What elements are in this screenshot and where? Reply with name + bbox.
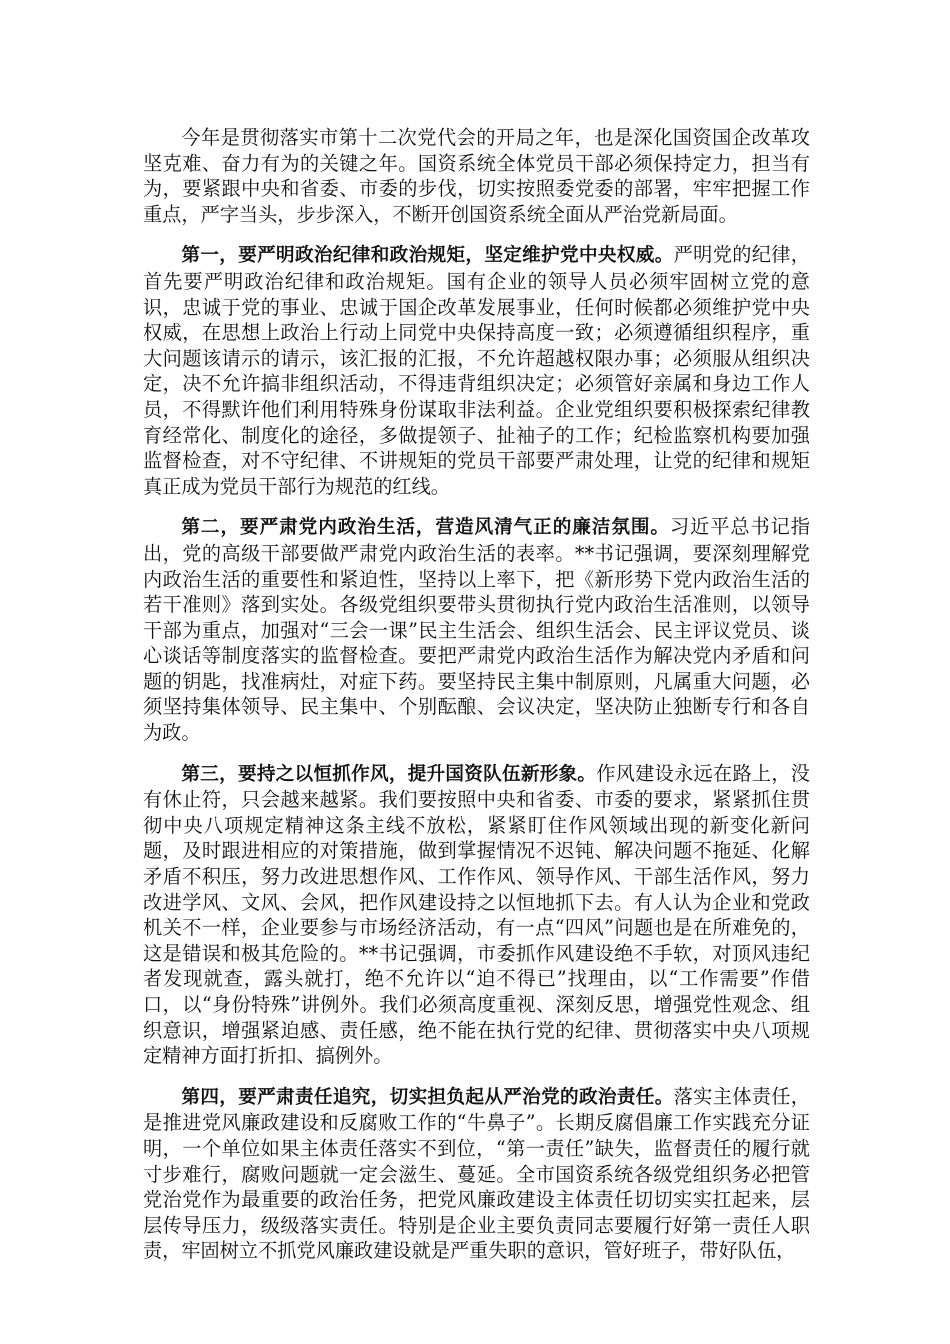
paragraph-text: 作风建设永远在路上，没有休止符，只会越来越紧。我们要按照中央和省委、市委的要求，紧紧抓住贯彻中央八项规定精神这条主线不放松，紧紧盯住作风领域出现的新变化新问题，及时跟进相应的对策措施，做到掌握情况不迟钝、解决问题不拖延、化解矛盾不积压，努力改进思想作风、工作作风、领导作风、干部生活作风，努力改进学风、文风、会风，把作风建设持之以恒地抓下去。有人认为企业和党政机关不一样，企业要参与市场经济活动，有一点“四风”问题也是在所难免的，这是错误和极其危险的。**书记强调，市委抓作风建设绝不手软，对顶风违纪者发现就查，露头就打，绝不允许以“迫不得已”找理由，以“工作需要”作借口，以“身份特殊”讲例外。我们必须高度重视、深刻反思，增强党性观念、组织意识，增强紧迫感、责任感，绝不能在执行党的纪律、贯彻落实中央八项规定精神方面打折扣、搞例外。: [143, 761, 810, 1068]
intro-paragraph: [143, 125, 810, 227]
paragraph-text: 习近平总书记指出，党的高级干部要做严肃党内政治生活的表率。**书记强调，要深刻理解党内政治生活的重要性和紧迫性，坚持以上率下，把《新形势下党内政治生活的若干准则》落到实处。各级党组织要带头贯彻执行党内政治生活准则，以领导干部为重点，加强对“三会一课”民主生活会、组织生活会、民主评议党员、谈心谈话等制度落实的监督检查。要把严肃党内政治生活作为解决党内矛盾和问题的钥匙，找准病灶，对症下药。要坚持民主集中制原则，凡属重大问题，必须坚持集体领导、民主集中、个别酝酿、会议决定，坚决防止独断专行和各自为政。: [143, 515, 810, 745]
paragraph-text: 严明党的纪律，首先要严明政治纪律和政治规矩。国有企业的领导人员必须牢固树立党的意识，忠诚于党的事业、忠诚于国企改革发展事业，任何时候都必须维护党中央权威，在思想上政治上行动上同党中央保持高度一致；必须遵循组织程序，重大问题该请示的请示，该汇报的汇报，不允许超越权限办事；必须服从组织决定，决不允许搞非组织活动，不得违背组织决定；必须管好亲属和身边工作人员，不得默许他们利用特殊身份谋取非法利益。企业党组织要积极探索纪律教育经常化、制度化的途径，多做提领子、扯袖子的工作；纪检监察机构要加强监督检查，对不守纪律、不讲规矩的党员干部要严肃处理，让党的纪律和规矩真正成为党员干部行为规范的红线。: [143, 243, 810, 498]
paragraph-point-1: [143, 242, 810, 499]
paragraph-heading: 第三，要持之以恒抓作风，提升国资队伍新形象。: [181, 763, 597, 785]
paragraph-text: 今年是贯彻落实市第十二次党代会的开局之年，也是深化国资国企改革攻坚克难、奋力有为的关键之年。国资系统全体党员干部必须保持定力，担当有为，要紧跟中央和省委、市委的步伐，切实按照委党委的部署，牢牢把握工作重点，严字当头，步步深入，不断开创国资系统全面从严治党新局面。: [143, 126, 810, 226]
paragraph-point-3: [143, 761, 810, 1069]
paragraph-text: 落实主体责任，是推进党风廉政建设和反腐败工作的“牛鼻子”。长期反腐倡廉工作实践充分证明，一个单位如果主体责任落实不到位，“第一责任”缺失，监督责任的履行就寸步难行，腐败问题就一定会滋生、蔓延。全市国资系统各级党组织务必把管党治党作为最重要的政治任务，把党风廉政建设主体责任切切实实扛起来，层层传导压力，级级落实责任。特别是企业主要负责同志要履行好第一责任人职责，牢固树立不抓党风廉政建设就是严重失职的意识，管好班子，带好队伍，: [143, 1084, 810, 1263]
paragraph-heading: 第四，要严肃责任追究，切实担负起从严治党的政治责任。: [181, 1086, 674, 1108]
paragraph-point-2: [143, 514, 810, 745]
paragraph-heading: 第二，要严肃党内政治生活，营造风清气正的廉洁氛围。: [181, 517, 670, 539]
paragraph-point-4: [143, 1084, 810, 1264]
paragraph-heading: 第一，要严明政治纪律和政治规矩，坚定维护党中央权威。: [181, 245, 674, 267]
document-body: [143, 125, 810, 1279]
